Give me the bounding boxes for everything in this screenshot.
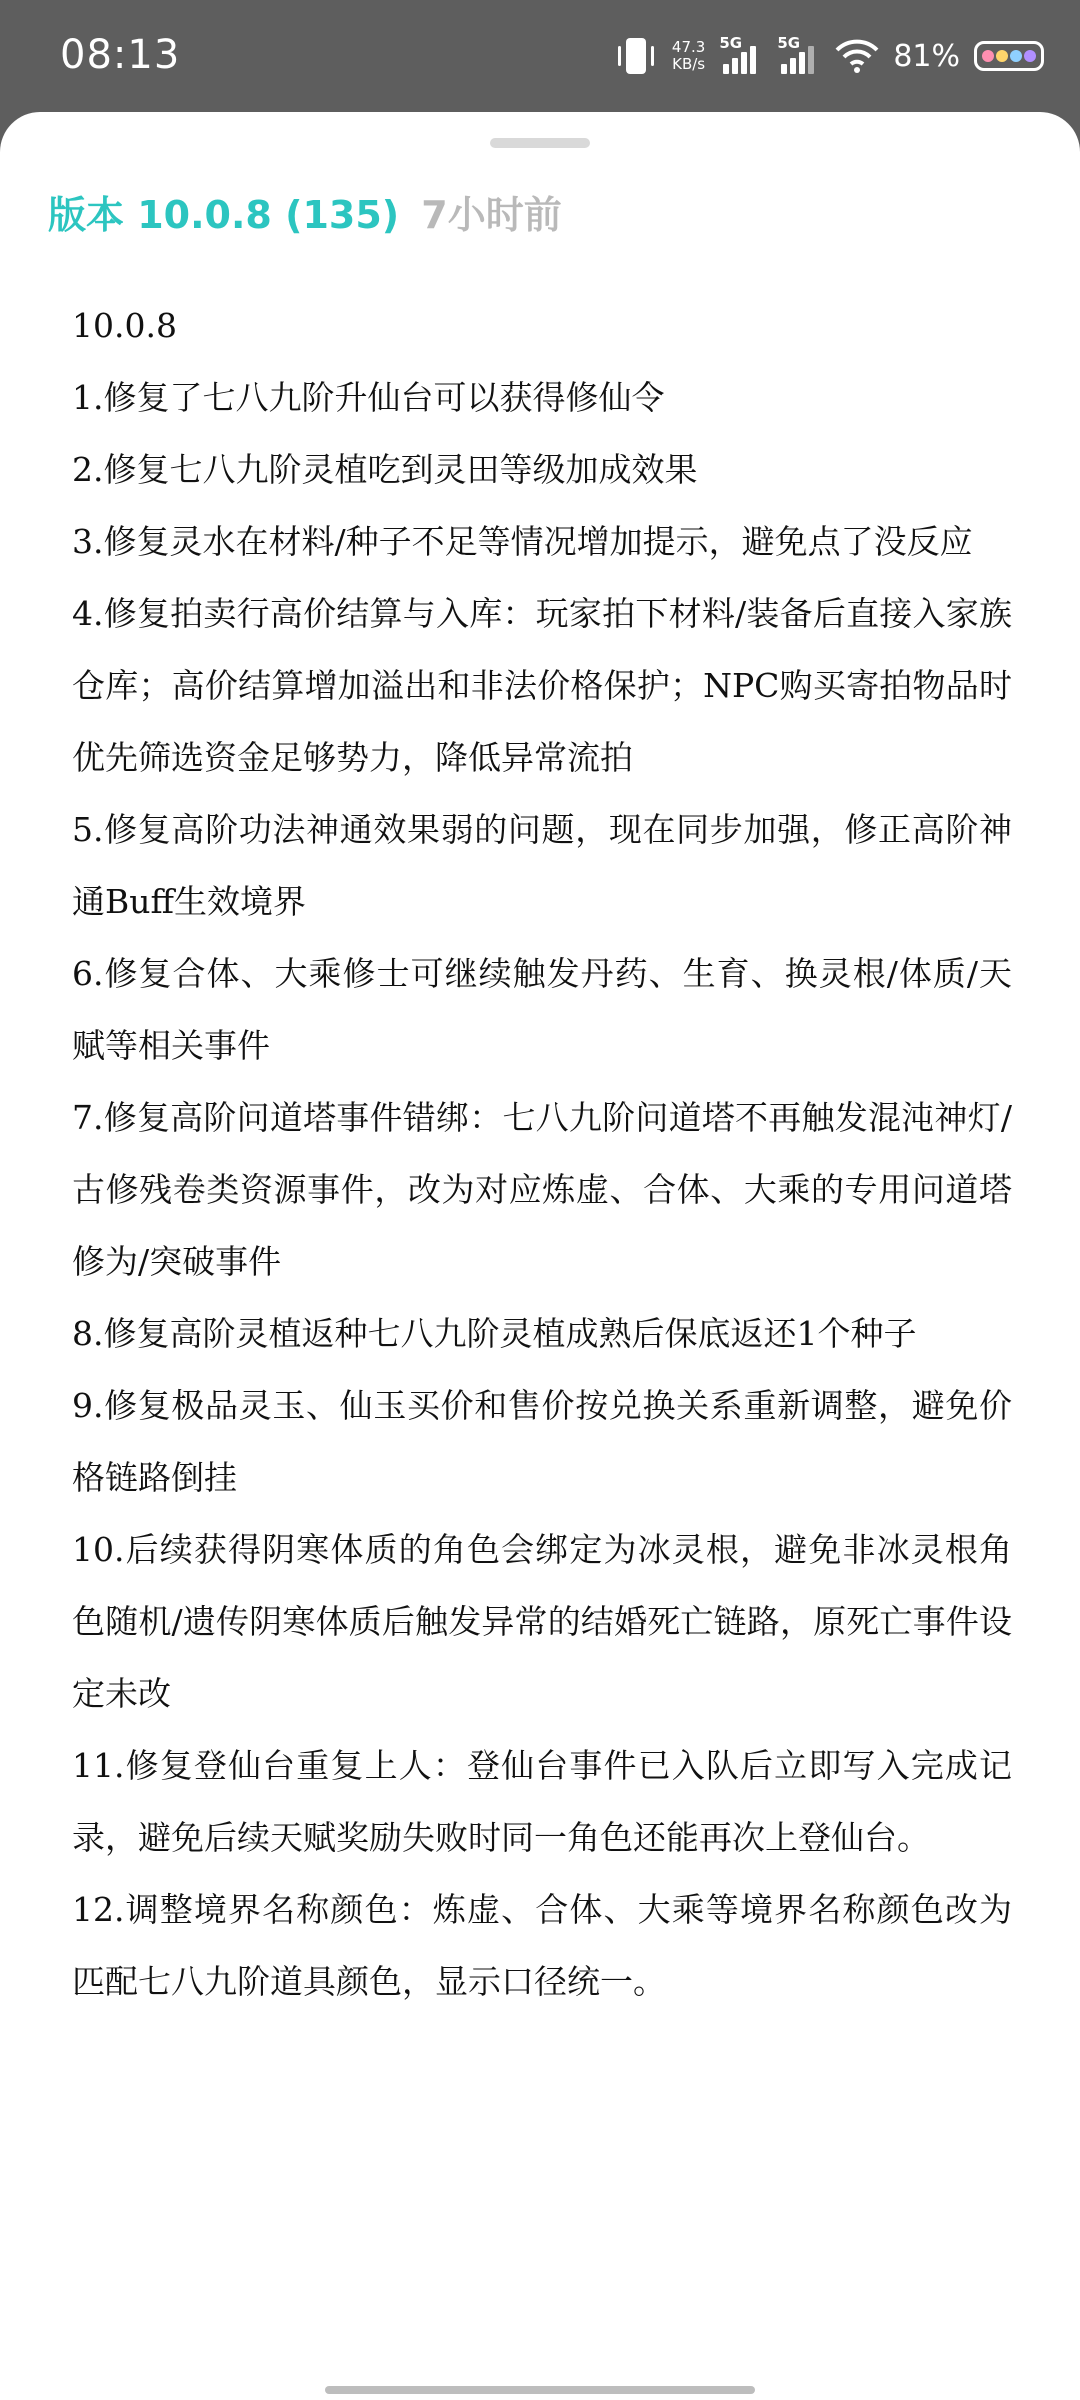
version-label: 版本 10.0.8 (135) [48, 193, 400, 237]
signal-5g-icon [719, 34, 763, 78]
version-header [48, 184, 562, 239]
status-time: 08:13 [60, 32, 181, 78]
signal-label-2: 5G [777, 34, 801, 52]
note-item-1: 1.修复了七八九阶升仙台可以获得修仙令 [72, 378, 665, 417]
network-speed [672, 39, 705, 73]
vibrate-icon [614, 34, 658, 78]
note-item-6: 6.修复合体、大乘修士可继续触发丹药、生育、换灵根/体质/天赋等相关事件 [72, 954, 1012, 1065]
note-item-10: 10.后续获得阴寒体质的角色会绑定为冰灵根，避免非冰灵根角色随机/遗传阴寒体质后触发异常的结婚死亡链路，原死亡事件设定未改 [72, 1530, 1012, 1713]
changelog-sheet [0, 112, 1080, 2400]
battery-icon [974, 41, 1044, 71]
status-icons [614, 30, 1044, 82]
drag-handle[interactable] [490, 138, 590, 148]
network-speed-unit: KB/s [672, 55, 706, 73]
note-item-4: 4.修复拍卖行高价结算与入库：玩家拍下材料/装备后直接入家族仓库；高价结算增加溢出和非法价格保护；NPC购买寄拍物品时优先筛选资金足够势力，降低异常流拍 [72, 594, 1012, 777]
note-item-11: 11.修复登仙台重复上人：登仙台事件已入队后立即写入完成记录，避免后续天赋奖励失败时同一角色还能再次上登仙台。 [72, 1746, 1012, 1857]
network-speed-value: 47.3 [671, 38, 706, 56]
version-time: 7小时前 [421, 193, 562, 237]
note-item-8: 8.修复高阶灵植返种七八九阶灵植成熟后保底返还1个种子 [72, 1314, 917, 1353]
battery-percent: 81% [893, 38, 960, 74]
note-item-3: 3.修复灵水在材料/种子不足等情况增加提示，避免点了没反应 [72, 522, 973, 561]
signal-5g-icon-2 [777, 34, 821, 78]
note-item-9: 9.修复极品灵玉、仙玉买价和售价按兑换关系重新调整，避免价格链路倒挂 [72, 1386, 1012, 1497]
status-bar [0, 0, 1080, 112]
note-item-7: 7.修复高阶问道塔事件错绑：七八九阶问道塔不再触发混沌神灯/古修残卷类资源事件，改为对应炼虚、合体、大乘的专用问道塔修为/突破事件 [72, 1098, 1012, 1281]
wifi-icon [835, 38, 879, 74]
signal-label: 5G [719, 34, 743, 52]
note-item-2: 2.修复七八九阶灵植吃到灵田等级加成效果 [72, 450, 698, 489]
note-item-12: 12.调整境界名称颜色：炼虚、合体、大乘等境界名称颜色改为匹配七八九阶道具颜色，显示口径统一。 [72, 1890, 1012, 2001]
note-item-5: 5.修复高阶功法神通效果弱的问题，现在同步加强，修正高阶神通Buff生效境界 [72, 810, 1012, 921]
note-version: 10.0.8 [72, 306, 177, 345]
home-indicator[interactable] [325, 2386, 755, 2394]
release-notes [72, 290, 1012, 2018]
